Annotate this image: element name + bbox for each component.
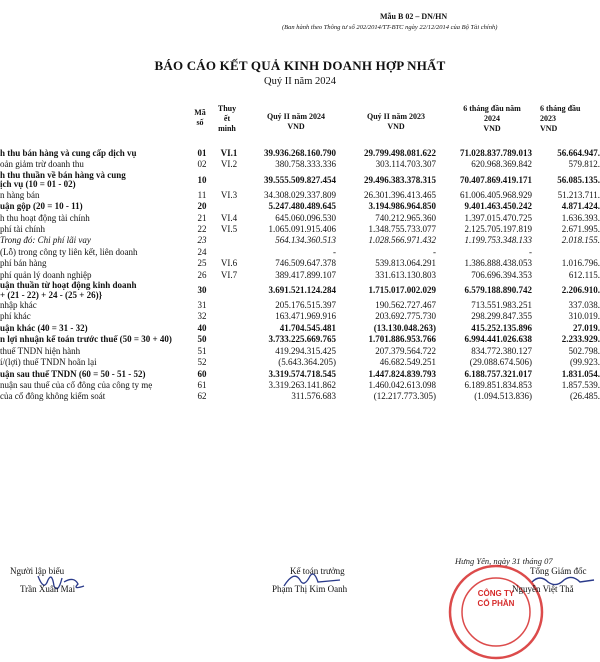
table-row [0, 258, 600, 269]
table-row [0, 323, 600, 334]
form-regulation-note: (Ban hành theo Thông tư số 202/2014/TT-BTC ngày 22/12/2014 của Bộ Tài chính) [282, 24, 498, 31]
accountant-name: Phạm Thị Kim Oanh [272, 584, 348, 594]
row-note [214, 323, 244, 334]
value-h1-2024: 1.199.753.348.133 [464, 235, 532, 246]
row-label: h thu hoạt động tài chính [0, 212, 90, 223]
value-q2-2024: 419.294.315.425 [275, 345, 336, 356]
table-row [0, 334, 600, 345]
row-label: (Lỗ) trong công ty liên kết, liên doanh [0, 246, 138, 257]
value-h1-2024: - [529, 246, 532, 257]
value-q2-2024: 3.691.521.124.284 [268, 284, 336, 295]
row-code: 20 [197, 201, 207, 212]
value-h1-2024: 71.028.837.789.013 [460, 148, 532, 158]
row-code: 30 [197, 284, 207, 295]
value-q2-2023: 1.348.755.733.077 [368, 224, 436, 235]
table-row [0, 235, 600, 246]
value-h1-2023: 337.038. [568, 300, 600, 311]
row-note [214, 201, 244, 212]
value-h1-2023: 612.115. [568, 269, 600, 280]
value-q2-2023: 190.562.727.467 [375, 300, 436, 311]
table-row [0, 357, 600, 368]
row-code: 22 [197, 224, 207, 235]
form-code: Mẫu B 02 – DN/HN [380, 12, 448, 21]
row-code: 40 [197, 322, 207, 333]
row-code: 62 [197, 391, 207, 402]
row-note [214, 357, 244, 368]
value-q2-2023: 1.447.824.839.793 [368, 368, 436, 379]
value-q2-2024: 205.176.515.397 [275, 300, 336, 311]
row-code: 31 [197, 300, 207, 311]
value-h1-2024: 834.772.380.127 [471, 345, 532, 356]
value-q2-2023: 303.114.703.307 [375, 159, 436, 170]
row-label: thuế TNDN hiện hành [0, 345, 81, 356]
row-code: 61 [197, 379, 207, 390]
value-q2-2024: 3.319.263.141.862 [268, 379, 336, 390]
value-h1-2024: 70.407.869.419.171 [460, 174, 532, 185]
table-row [0, 369, 600, 380]
row-code: 50 [197, 334, 207, 345]
table-row [0, 159, 600, 170]
report-title: BÁO CÁO KẾT QUẢ KINH DOANH HỢP NHẤT [154, 58, 446, 73]
row-note [214, 391, 244, 402]
value-h1-2024: 6.189.851.834.853 [464, 379, 532, 390]
value-h1-2024: 1.386.888.438.053 [464, 258, 532, 269]
row-note: VI.6 [220, 258, 238, 269]
value-h1-2024: 415.252.135.896 [471, 322, 532, 333]
row-label: oản giảm trừ doanh thu [0, 159, 84, 170]
value-q2-2024: 41.704.545.481 [279, 322, 336, 333]
row-label: nuận sau thuế của cổ đông của công ty mẹ [0, 379, 153, 390]
value-h1-2023: 579.812. [568, 159, 600, 170]
value-q2-2024: 564.134.360.513 [275, 235, 336, 246]
value-q2-2024: 34.308.029.337.809 [264, 189, 336, 200]
row-note [214, 380, 244, 391]
table-row [0, 247, 600, 258]
value-h1-2023: 1.016.796. [561, 258, 600, 269]
row-label: của cổ đông không kiểm soát [0, 391, 106, 402]
row-code: 24 [197, 246, 207, 257]
row-note [214, 235, 244, 246]
value-q2-2024: 311.576.683 [291, 391, 336, 402]
value-q2-2023: 29.799.498.081.622 [364, 148, 436, 158]
report-period: Quý II năm 2024 [263, 76, 337, 87]
value-h1-2023: 310.019. [568, 311, 600, 322]
table-row [0, 281, 600, 300]
row-code: 32 [197, 311, 207, 322]
value-h1-2024: 2.125.705.197.819 [464, 224, 532, 235]
value-q2-2024: 3.733.225.669.765 [268, 334, 336, 345]
row-label: h thu thuần về bán hàng và cung ịch vụ (10 = 01 - 02) [0, 170, 126, 190]
header-q2-2023: Quý II năm 2023 VND [366, 112, 425, 131]
table-row [0, 190, 600, 201]
table-row [0, 171, 600, 190]
row-note: VI.3 [220, 189, 238, 200]
value-q2-2023: 1.715.017.002.029 [368, 284, 436, 295]
row-label: n hàng bán [0, 189, 40, 200]
row-note: VI.7 [220, 269, 238, 280]
value-h1-2023: (26.485. [570, 391, 600, 402]
value-h1-2024: 713.551.983.251 [471, 300, 532, 311]
preparer-name: Trần Xuân Mai [20, 584, 76, 594]
value-h1-2024: (1.094.513.836) [474, 391, 532, 402]
value-q2-2023: (13.130.048.263) [373, 322, 436, 333]
value-h1-2023: 2.671.995. [561, 224, 600, 235]
preparer-title: Người lập biểu [10, 566, 65, 576]
row-code: 10 [197, 174, 207, 185]
value-q2-2023: 1.701.886.953.766 [368, 334, 436, 345]
header-note: Thuy ết minh [217, 104, 237, 133]
table-row [0, 201, 600, 212]
svg-text:CỔ PHẦN: CỔ PHẦN [477, 599, 515, 608]
row-label: h thu bán hàng và cung cấp dịch vụ [0, 148, 137, 158]
header-h1-2024: 6 tháng đầu năm 2024 VND [463, 104, 521, 133]
row-label: uận gộp (20 = 10 - 11) [0, 201, 83, 212]
value-h1-2024: 6.994.441.026.638 [464, 334, 532, 345]
row-label: Trong đó: Chi phí lãi vay [0, 235, 91, 246]
row-label: n lợi nhuận kế toán trước thuế (50 = 30 + 40) [0, 334, 172, 345]
svg-text:CÔNG TY: CÔNG TY [477, 589, 515, 598]
signature-date-place: Hưng Yên, ngày 31 tháng 07 [455, 556, 553, 566]
row-code: 26 [197, 269, 207, 280]
value-h1-2023: (99.923. [570, 357, 600, 368]
value-h1-2023: 56.664.947. [557, 148, 600, 158]
value-h1-2024: 1.397.015.470.725 [464, 212, 532, 223]
row-note [214, 247, 244, 258]
value-h1-2023: 51.213.711. [557, 189, 600, 200]
header-code: Mã số [194, 108, 206, 127]
row-code: 01 [197, 148, 207, 158]
row-note [214, 300, 244, 311]
value-q2-2024: 645.060.096.530 [275, 212, 336, 223]
value-q2-2024: 5.247.480.489.645 [268, 201, 336, 212]
table-row [0, 380, 600, 391]
value-q2-2023: 1.028.566.971.432 [368, 235, 436, 246]
value-q2-2024: 746.509.647.378 [275, 258, 336, 269]
row-code: 02 [197, 159, 207, 170]
value-h1-2023 [532, 247, 600, 258]
value-h1-2024: 298.299.847.355 [471, 311, 532, 322]
row-label: uận sau thuế TNDN (60 = 50 - 51 - 52) [0, 368, 146, 379]
row-code: 11 [197, 189, 207, 200]
value-q2-2023: 539.813.064.291 [375, 258, 436, 269]
row-label: í/(lợi) thuế TNDN hoãn lại [0, 357, 97, 368]
value-h1-2023: 2.206.910. [561, 284, 600, 295]
company-seal [446, 562, 546, 662]
header-q2-2024: Quý II năm 2024 VND [266, 112, 325, 131]
row-label: phí bán hàng [0, 258, 47, 269]
value-h1-2024: 61.006.405.968.929 [460, 189, 532, 200]
table-row [0, 346, 600, 357]
value-h1-2024: (29.088.674.506) [469, 357, 532, 368]
row-note: VI.4 [220, 212, 238, 223]
row-code: 25 [197, 258, 207, 269]
value-q2-2023: 331.613.130.803 [375, 269, 436, 280]
value-q2-2024: 3.319.574.718.545 [268, 368, 336, 379]
value-h1-2024: 706.696.394.353 [471, 269, 532, 280]
value-q2-2024: 1.065.091.915.406 [268, 224, 336, 235]
value-q2-2023: 3.194.986.964.850 [368, 201, 436, 212]
value-h1-2023: 502.798. [568, 345, 600, 356]
value-h1-2023: 27.019. [573, 322, 600, 333]
director-title: Tổng Giám đốc [530, 566, 587, 576]
row-code: 21 [197, 212, 207, 223]
row-note: VI.1 [220, 148, 238, 158]
director-name: Nguyễn Việt Thắ [512, 584, 574, 594]
row-code: 60 [197, 368, 207, 379]
row-note [214, 334, 244, 345]
value-h1-2024: 6.579.188.890.742 [464, 284, 532, 295]
row-code: 52 [197, 357, 207, 368]
accountant-title: Kế toán trưởng [290, 566, 345, 576]
value-q2-2024: - [333, 246, 336, 257]
value-q2-2023: 1.460.042.613.098 [368, 379, 436, 390]
row-note [214, 346, 244, 357]
table-row [0, 213, 600, 224]
row-note [214, 311, 244, 322]
value-q2-2023: - [433, 246, 436, 257]
table-row [0, 148, 600, 159]
value-h1-2023: 4.871.424. [561, 201, 600, 212]
value-q2-2023: 740.212.965.360 [375, 212, 436, 223]
value-q2-2023: 26.301.396.413.465 [364, 189, 436, 200]
row-note [214, 369, 244, 380]
value-h1-2024: 9.401.463.450.242 [464, 201, 532, 212]
row-code: 23 [197, 235, 207, 246]
value-h1-2023: 56.085.135. [557, 174, 600, 185]
value-q2-2024: 163.471.969.916 [275, 311, 336, 322]
row-label: phí quản lý doanh nghiệp [0, 269, 92, 280]
table-row [0, 311, 600, 322]
income-statement-table [0, 148, 600, 403]
row-label: uận khác (40 = 31 - 32) [0, 322, 88, 333]
row-label: uận thuần từ hoạt động kinh doanh + (21 - 22) + 24 - (25 + 26)} [0, 281, 137, 300]
value-q2-2024: (5.643.364.205) [278, 357, 336, 368]
value-h1-2024: 6.188.757.321.017 [464, 368, 532, 379]
header-h1-2023: 6 tháng đầu 2023 VND [540, 104, 581, 133]
value-q2-2023: 29.496.383.378.315 [364, 174, 436, 185]
row-note [214, 281, 244, 300]
value-q2-2023: 46.682.549.251 [379, 357, 436, 368]
value-h1-2023: 2.233.929. [561, 334, 600, 345]
table-row [0, 224, 600, 235]
value-q2-2023: 203.692.775.730 [375, 311, 436, 322]
row-code: 51 [197, 345, 207, 356]
row-label: phí tài chính [0, 224, 45, 235]
value-h1-2023: 1.636.393. [561, 212, 600, 223]
row-label: nhập khác [0, 300, 37, 311]
row-note: VI.2 [220, 159, 238, 170]
value-q2-2024: 39.936.268.160.790 [264, 148, 336, 158]
value-q2-2024: 39.555.509.827.454 [264, 174, 336, 185]
row-label: phí khác [0, 311, 31, 322]
value-q2-2023: 207.379.564.722 [375, 345, 436, 356]
table-row [0, 300, 600, 311]
value-h1-2023: 1.831.054. [561, 368, 600, 379]
row-note [214, 171, 244, 190]
value-q2-2024: 389.417.899.107 [275, 269, 336, 280]
value-h1-2024: 620.968.369.842 [471, 159, 532, 170]
table-row [0, 391, 600, 402]
value-q2-2023: (12.217.773.305) [373, 391, 436, 402]
value-h1-2023: 2.018.155. [561, 235, 600, 246]
row-note: VI.5 [220, 224, 238, 235]
value-h1-2023: 1.857.539. [561, 379, 600, 390]
value-q2-2024: 380.758.333.336 [275, 159, 336, 170]
table-row [0, 270, 600, 281]
